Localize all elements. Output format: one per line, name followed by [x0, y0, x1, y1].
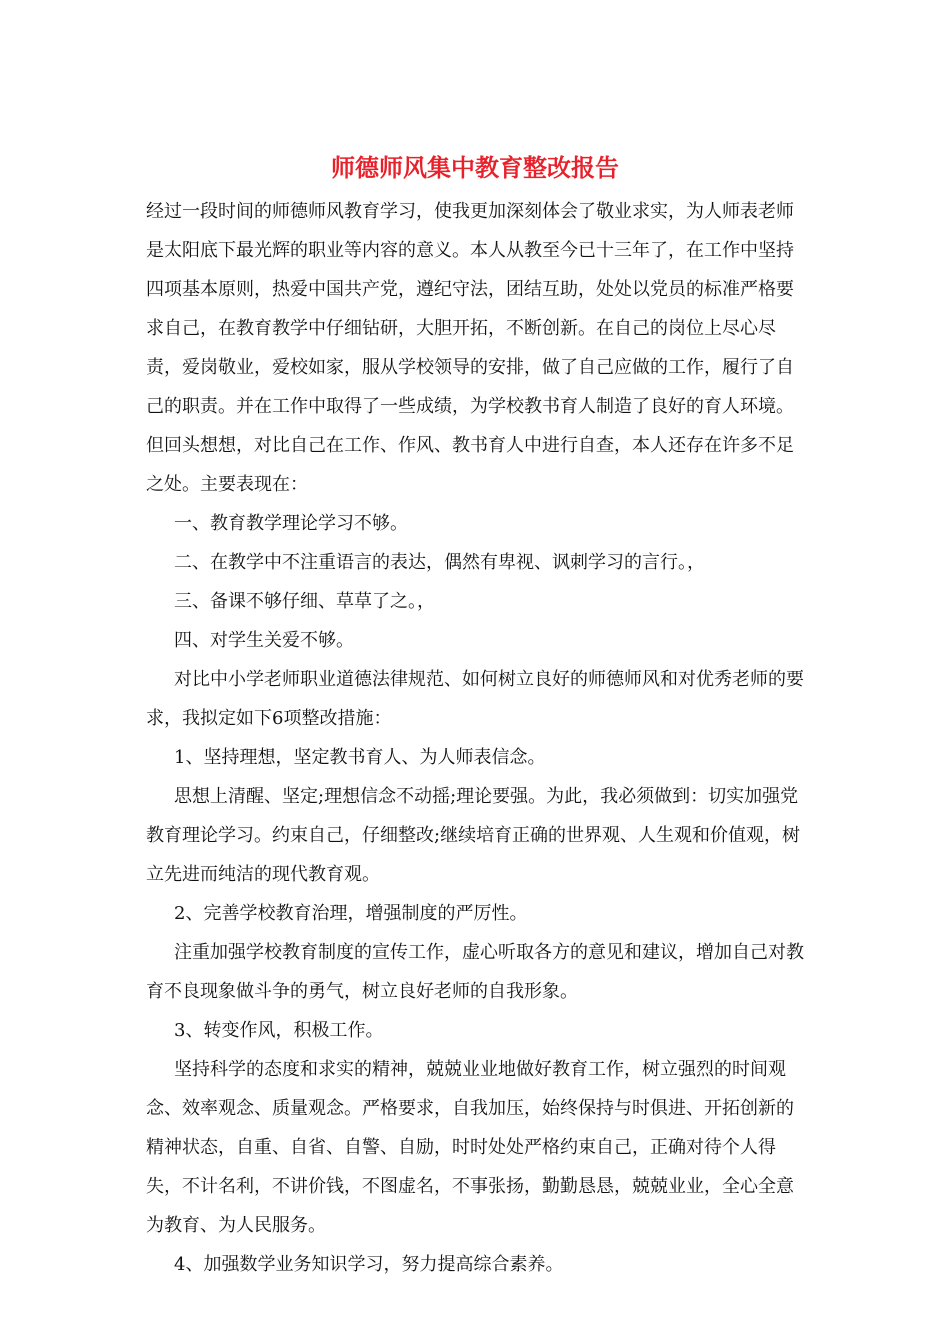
measure-heading-1: 1、坚持理想，坚定教书育人、为人师表信念。 [174, 747, 546, 768]
problem-item-4: 四、对学生关爱不够。 [174, 630, 354, 651]
measure-detail-3: 坚持科学的态度和求实的精神，兢兢业业地做好教育工作，树立强烈的时间观念、效率观念、质量观念。严格要求，自我加压，始终保持与时俱进、开拓创新的精神状态，自重、自省、自警、自励，时时处处严格约束自己，正确对待个人得失，不计名利，不讲价钱，不图虚名，不事张扬，勤勤恳恳，兢兢业业，全心全意为教育、为人民服务。 [146, 1059, 794, 1236]
problem-item-1: 一、教育教学理论学习不够。 [174, 513, 408, 534]
document-title: 师德师风集中教育整改报告 [331, 153, 619, 182]
intro-paragraph: 经过一段时间的师德师风教育学习，使我更加深刻体会了敬业求实，为人师表老师是太阳底下最光辉的职业等内容的意义。本人从教至今已十三年了，在工作中坚持四项基本原则，热爱中国共产党，遵纪守法，团结互助，处处以党员的标准严格要求自己，在教育教学中仔细钻研，大胆开拓，不断创新。在自己的岗位上尽心尽责，爱岗敬业，爱校如家，服从学校领导的安排，做了自己应做的工作，履行了自己的职责。并在工作中取得了一些成绩，为学校教书育人制造了良好的育人环境。但回头想想，对比自己在工作、作风、教书育人中进行自查，本人还存在许多不足之处。主要表现在： [146, 201, 794, 495]
measure-heading-2: 2、完善学校教育治理，增强制度的严厉性。 [174, 903, 528, 924]
measure-detail-2: 注重加强学校教育制度的宣传工作，虚心听取各方的意见和建议，增加自己对教育不良现象做斗争的勇气，树立良好老师的自我形象。 [146, 942, 804, 1002]
document-body [146, 192, 810, 1284]
measure-detail-1: 思想上清醒、坚定;理想信念不动摇;理论要强。为此，我必须做到：切实加强党教育理论学习。约束自己，仔细整改;继续培育正确的世界观、人生观和价值观，树立先进而纯洁的现代教育观。 [146, 786, 801, 885]
measure-heading-3: 3、转变作风，积极工作。 [174, 1020, 384, 1041]
measure-heading-4: 4、加强数学业务知识学习，努力提高综合素养。 [174, 1254, 564, 1275]
problem-item-3: 三、备课不够仔细、草草了之。， [174, 591, 435, 612]
measures-intro-paragraph: 对比中小学老师职业道德法律规范、如何树立良好的师德师风和对优秀老师的要求，我拟定如下6项整改措施： [146, 669, 804, 729]
problem-item-2: 二、在教学中不注重语言的表达，偶然有卑视、讽刺学习的言行。， [174, 552, 705, 573]
